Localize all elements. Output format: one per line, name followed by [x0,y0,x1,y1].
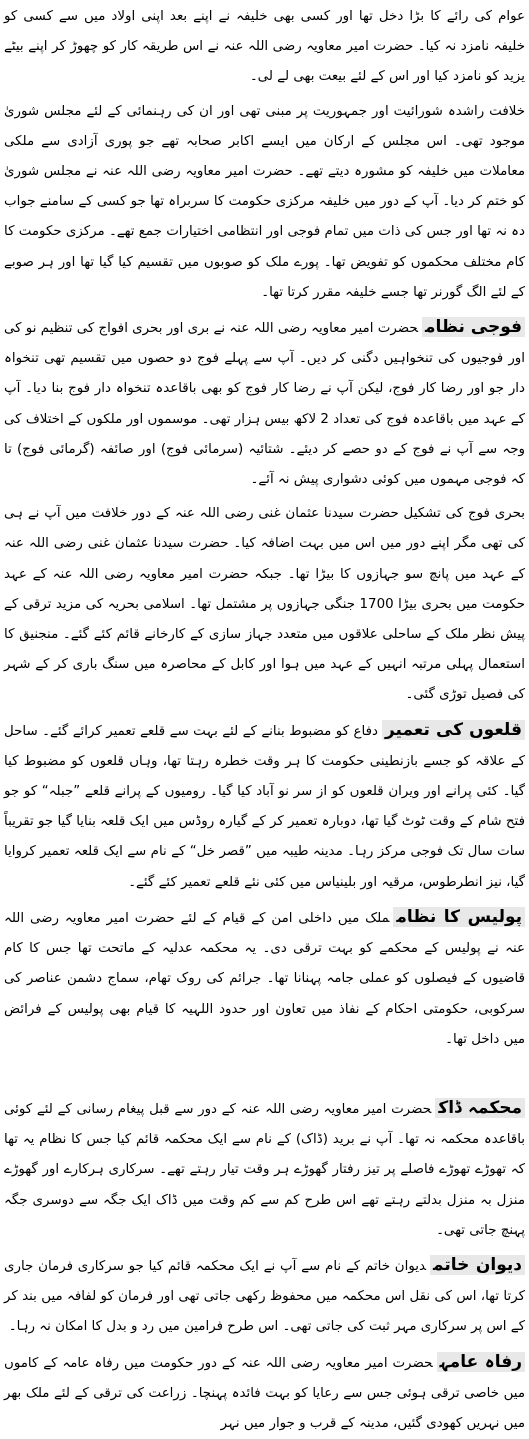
intro-paragraph-2: خلافت راشدہ شورائیت اور جمہوریت پر مبنی تھی اور ان کی رہنمائی کے لئے مجلس شوریٰ موجود تھی۔ اس مجلس کے ارکان میں ایسے اکابر صحابہ تھے جو پوری آزادی سے ملکی معاملات میں خلیفہ کو مشورہ دیتے تھے۔ حضرت امیر معاویہ رضی اللہ عنہ نے مجلس شوریٰ کو ختم کر دیا۔ آپ کے دور میں خلیفہ مرکزی حکومت کا سربراہ تھا جو کسی کے سامنے جواب دہ نہ تھا اور جس کی ذات میں تمام فوجی اور انتظامی اختیارات جمع تھے۔ مرکزی حکومت کا کام مختلف محکموں کو تفویض تھا۔ پورے ملک کو صوبوں میں تقسیم کیا گیا تھا اور ہر صوبے کے لئے الگ گورنر تھا جسے خلیفہ مقرر کرتا تھا۔ [4,103,525,300]
intro-paragraph-1: عوام کی رائے کا بڑا دخل تھا اور کسی بھی خلیفہ نے اپنے بعد اپنی اولاد میں سے کسی کو خلیفہ نامزد نہ کیا۔ حضرت امیر معاویہ رضی اللہ عنہ نے اس طریقہ کار کو چھوڑ کر اپنے بیٹے یزید کو نامزد کیا اور اس کے لئے بیعت بھی لے لی۔ [4,9,525,85]
section-forts [4,715,525,898]
section-heading-post: محکمہ ڈاک [435,1098,525,1118]
section-heading-seal: دیوان خاتم [430,1255,525,1275]
section-body-welfare: حضرت امیر معاویہ رضی اللہ عنہ کے دور حکومت میں رفاہ عامہ کے کاموں میں خاصی ترقی ہوئی جس سے رعایا کو بہت فائدہ پہنچا۔ زراعت کی ترقی کے لئے ملک بھر میں نہریں کھودی گئیں، مدینہ کے قرب و جوار میں نہر [4,1355,525,1431]
section-body-forts: دفاع کو مضبوط بنانے کے لئے بہت سے قلعے تعمیر کرائے گئے۔ ساحل کے علاقہ کو جسے بازنطینی حکومت کا ہر وقت خطرہ رہتا تھا، وہاں قلعوں کو مضبوط کیا گیا۔ کئی پرانے اور ویران قلعوں کو از سر نو آباد کیا گیا۔ رومیوں کے پرانے قلعے ”جبلہ“ کو جو فتح شام کے وقت ٹوٹ گیا تھا، دوبارہ تعمیر کر کے گیارہ روڈس میں ایک قلعہ بنایا گیا جو تقریباً سات سال تک فوجی مرکز رہا۔ مدینہ طیبہ میں ”قصر خل“ کے نام سے ایک قلعہ تعمیر کروایا گیا، نیز انطرطوس، مرقیہ اور بلینیاس میں کئی نئے قلعے تعمیر کئے گئے۔ [4,723,525,890]
section-heading-police: پولیس کا نظام [393,907,525,927]
section-heading-military: فوجی نظام [422,317,525,337]
section-body-military: حضرت امیر معاویہ رضی اللہ عنہ نے بری اور بحری افواج کی تنظیم نو کی اور فوجیوں کی تنخواہیں دگنی کر دیں۔ آپ سے پہلے فوج دو حصوں میں تقسیم تھی تنخواہ دار جو اور رضا کار فوج، لیکن آپ نے رضا کار فوج کو بھی باقاعدہ تنخواہ دار فوج بنا دیا۔ آپ کے عہد میں باقاعدہ فوج کی تعداد 2 لاکھ بیس ہزار تھی۔ موسموں اور ملکوں کے اختلاف کی وجہ سے آپ نے فوج کے دو حصے کر دیئے۔ شتائیہ (سرمائی فوج) اور صائفہ (گرمائی فوج) تا کہ فوجی مہموں میں کوئی دشواری پیش نہ آئے۔ [4,321,525,488]
section-body-post: حضرت امیر معاویہ رضی اللہ عنہ کے دور سے قبل پیغام رسانی کے لئے کوئی باقاعدہ محکمہ نہ تھا۔ آپ نے برید (ڈاک) کے نام سے ایک محکمہ قائم کیا جس کا نظام یہ تھا کہ تھوڑے تھوڑے فاصلے پر تیز رفتار گھوڑے ہر وقت تیار رہتے تھے۔ سرکاری ہرکارے اور گھوڑے منزل بہ منزل بدلتے رہتے تھے اس طرح کم سے کم وقت میں ڈاک ایک جگہ سے دوسری جگہ پہنچ جاتی تھی۔ [4,1101,525,1238]
section-police [4,902,525,1055]
section-post [4,1093,525,1246]
section-seal [4,1250,525,1343]
section-welfare [4,1347,525,1439]
section-body-seal: دیوان خاتم کے نام سے آپ نے ایک محکمہ قائم کیا جو سرکاری فرمان جاری کرتا تھا، اس کی نقل اس محکمہ میں محفوظ رکھی جاتی تھی اور فرمان کو لفافہ میں بند کر کے اس پر سرکاری مہر ثبت کی جاتی تھی۔ اس طرح فرامین میں رد و بدل کا امکان نہ رہا۔ [4,1258,525,1335]
section-heading-forts: قلعوں کی تعمیر [382,720,525,740]
section-spacer [4,1059,525,1093]
section-heading-welfare: رفاہ عامہ [437,1352,525,1372]
section-body-police: ملک میں داخلی امن کے قیام کے لئے حضرت امیر معاویہ رضی اللہ عنہ نے پولیس کے محکمے کو بہت ترقی دی۔ یہ محکمہ عدلیہ کے ماتحت تھا جس کا کام قاضیوں کے فیصلوں کو عملی جامہ پہنانا تھا۔ جرائم کی روک تھام، سماج دشمن عناصر کی سرکوبی، حکومتی احکام کے نفاذ میں تعاون اور حدود اللہیہ کا قیام بھی پولیس کے فرائض میں داخل تھا۔ [4,910,525,1047]
section-military-navy: بحری فوج کی تشکیل حضرت سیدنا عثمان غنی رضی اللہ عنہ کے دور خلافت میں آپ نے ہی کی تھی مگر اپنے دور میں اس میں بہت اضافہ کیا۔ حضرت سیدنا عثمان غنی رضی اللہ عنہ کے عہد میں پانچ سو جہازوں کا بیڑا تھا۔ جبکہ حضرت امیر معاویہ رضی اللہ عنہ کے عہد حکومت میں بحری بیڑا 1700 جنگی جہازوں پر مشتمل تھا۔ اسلامی بحریہ کی مزید ترقی کے پیش نظر ملک کے ساحلی علاقوں میں متعدد جہاز سازی کے کارخانے قائم کئے گئے۔ منجنیق کا استعمال پہلی مرتبہ انہیں کے عہد میں ہوا اور کابل کے محاصرہ میں سنگ باری کر کے شہر کی فصیل توڑی گئی۔ [4,506,525,703]
section-military [4,312,525,495]
